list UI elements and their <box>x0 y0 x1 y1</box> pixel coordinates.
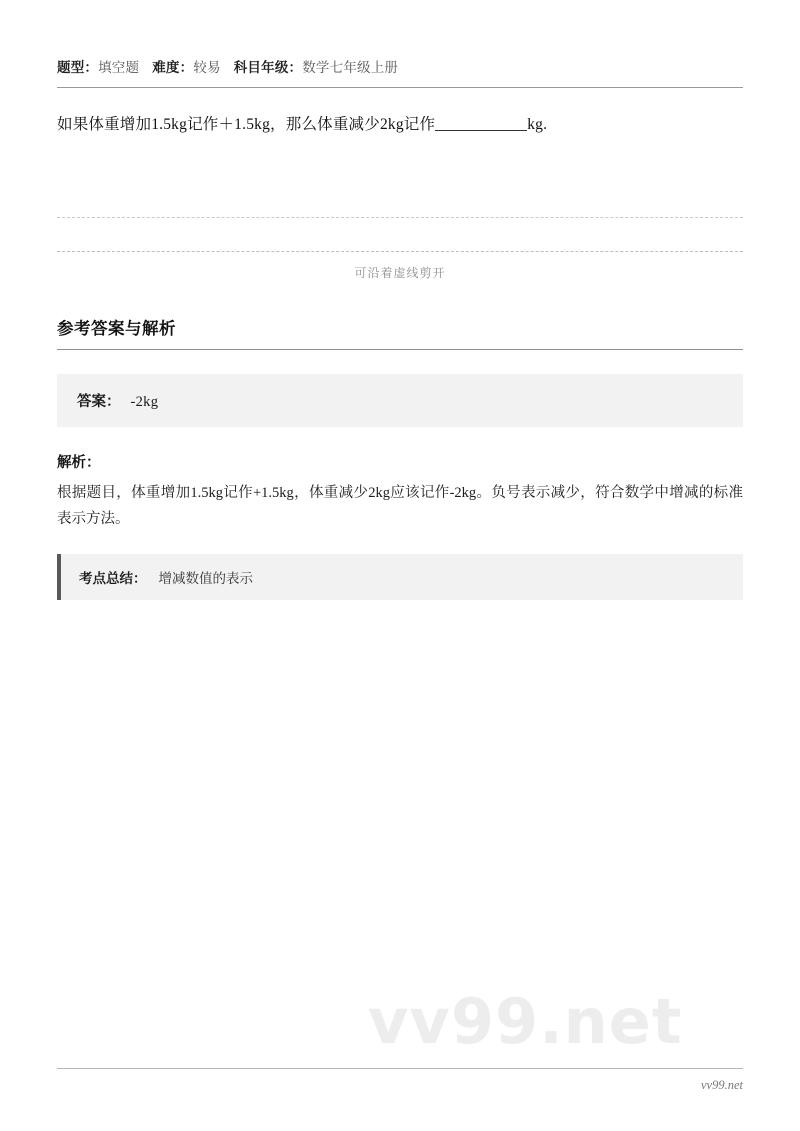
meta-difficulty-label: 难度： <box>152 60 194 75</box>
explanation-body: 根据题目，体重增加1.5kg记作+1.5kg，体重减少2kg应该记作-2kg。负号表示减少，符合数学中增减的标准表示方法。 <box>57 485 743 527</box>
cut-line-top <box>57 217 743 218</box>
footer-text: vv99.net <box>701 1078 743 1092</box>
key-point-label: 考点总结： <box>79 571 147 587</box>
answer-blank <box>435 130 527 131</box>
meta-subject-label: 科目年级： <box>233 60 303 75</box>
explanation-label: 解析： <box>57 455 101 472</box>
question-text-after: kg. <box>527 116 548 133</box>
meta-subject-value: 数学七年级上册 <box>302 60 399 75</box>
footer-divider <box>57 1068 743 1069</box>
question-meta <box>57 56 743 87</box>
document-content <box>57 56 743 600</box>
meta-difficulty-value: 较易 <box>193 60 221 75</box>
meta-type-label: 题型： <box>57 60 99 75</box>
meta-type-value: 填空题 <box>98 60 140 75</box>
answer-section-title: 参考答案与解析 <box>57 319 176 339</box>
watermark: vv99.net <box>368 985 683 1058</box>
answer-value: -2kg <box>130 394 159 411</box>
question-text-before: 如果体重增加1.5kg记作＋1.5kg，那么体重减少2kg记作 <box>57 116 436 133</box>
cut-hint-text: 可沿着虚线剪开 <box>354 266 446 281</box>
answer-box <box>57 374 743 427</box>
answer-label: 答案： <box>77 394 121 411</box>
key-point-value: 增减数值的表示 <box>158 571 253 587</box>
key-point-summary-box <box>57 554 743 600</box>
answer-section-divider <box>57 349 743 350</box>
question-text <box>57 88 743 139</box>
